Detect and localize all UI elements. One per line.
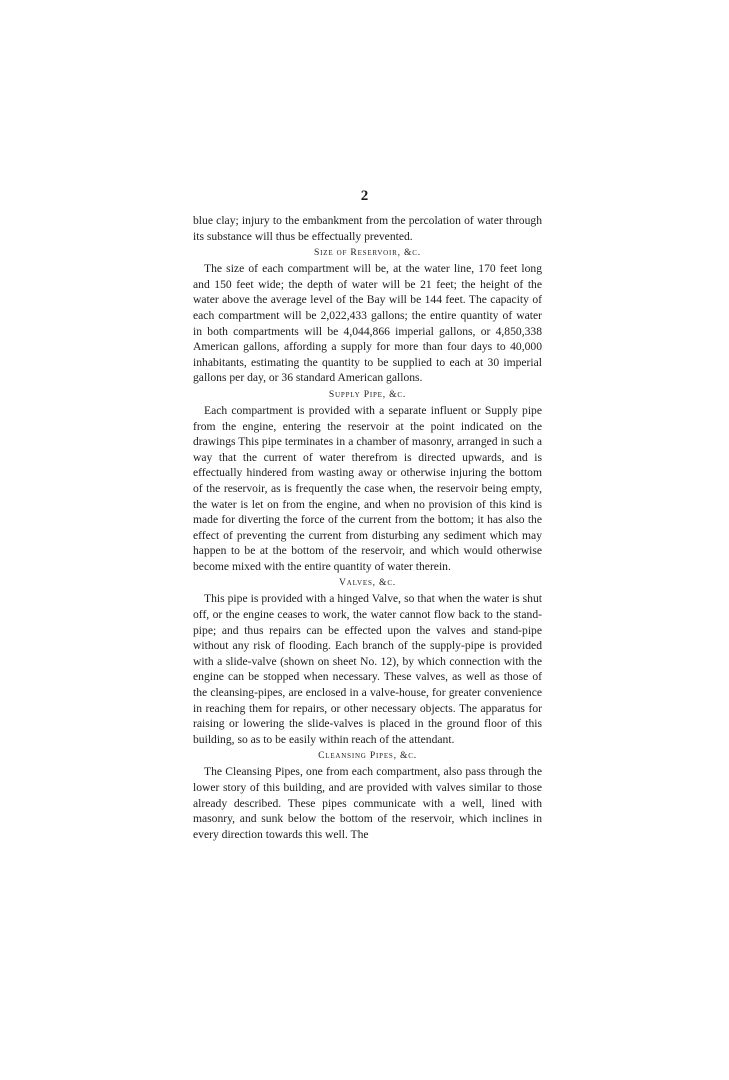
paragraph-cleansing-pipes: The Cleansing Pipes, one from each compartment, also pass through the lower story of this building, and are provided with valves similar to those already described. These pipes communicate with a well, lined with masonry, and sunk below the bottom of the reservoir, which inclines in every direction towards this well. The <box>193 765 542 841</box>
section-heading-cleansing-pipes: Cleansing Pipes, &c. <box>318 750 417 762</box>
body-text <box>193 213 542 842</box>
section-heading-size-of-reservoir: Size of Reservoir, &c. <box>314 247 421 259</box>
paragraph-supply-pipe: Each compartment is provided with a separate influent or Supply pipe from the engine, entering the reservoir at the point indicated on the drawings This pipe terminates in a chamber of masonry, arranged in such a way that the current of water therefrom is directed upwards, and is effectually hindered from wasting away or otherwise injuring the bottom of the reservoir, as is frequently the case when, the reservoir being empty, the water is let on from the engine, and when no provision of this kind is made for diverting the force of the current from the bottom; it has also the effect of preventing the current from disturbing any sediment which may happen to be at the bottom of the reservoir, and which would otherwise become mixed with the entire quantity of water therein. <box>193 403 542 573</box>
paragraph-valves: This pipe is provided with a hinged Valve, so that when the water is shut off, or the engine ceases to work, the water cannot flow back to the stand-pipe; and thus repairs can be effected upon the valves and stand-pipe without any risk of flooding. Each branch of the supply-pipe is provided with a slide-valve (shown on sheet No. 12), by which connection with the engine can be stopped when necessary. These valves, as well as those of the cleansing-pipes, are enclosed in a valve-house, for greater convenience in reaching them for repairs, or other necessary objects. The apparatus for raising or lowering the slide-valves is placed in the ground floor of this building, so as to be easily within reach of the attendant. <box>193 592 542 746</box>
page-number: 2 <box>360 188 369 204</box>
continuation-paragraph: blue clay; injury to the embankment from the percolation of water through its substance will thus be effectually prevented. <box>193 214 542 243</box>
section-heading-valves: Valves, &c. <box>339 577 396 589</box>
section-heading-supply-pipe: Supply Pipe, &c. <box>328 388 407 400</box>
paragraph-size-of-reservoir: The size of each compartment will be, at the water line, 170 feet long and 150 feet wide; the depth of water will be 21 feet; the height of the water above the average level of the Bay will be 144 feet. The capacity of each compartment will be 2,022,433 gallons; the entire quantity of water in both compartments will be 4,044,866 imperial gallons, or 4,850,338 American gallons, affording a supply for more than four days to 40,000 inhabitants, estimating the quantity to be supplied to each at 30 imperial gallons per day, or 36 standard American gallons. <box>193 262 542 385</box>
